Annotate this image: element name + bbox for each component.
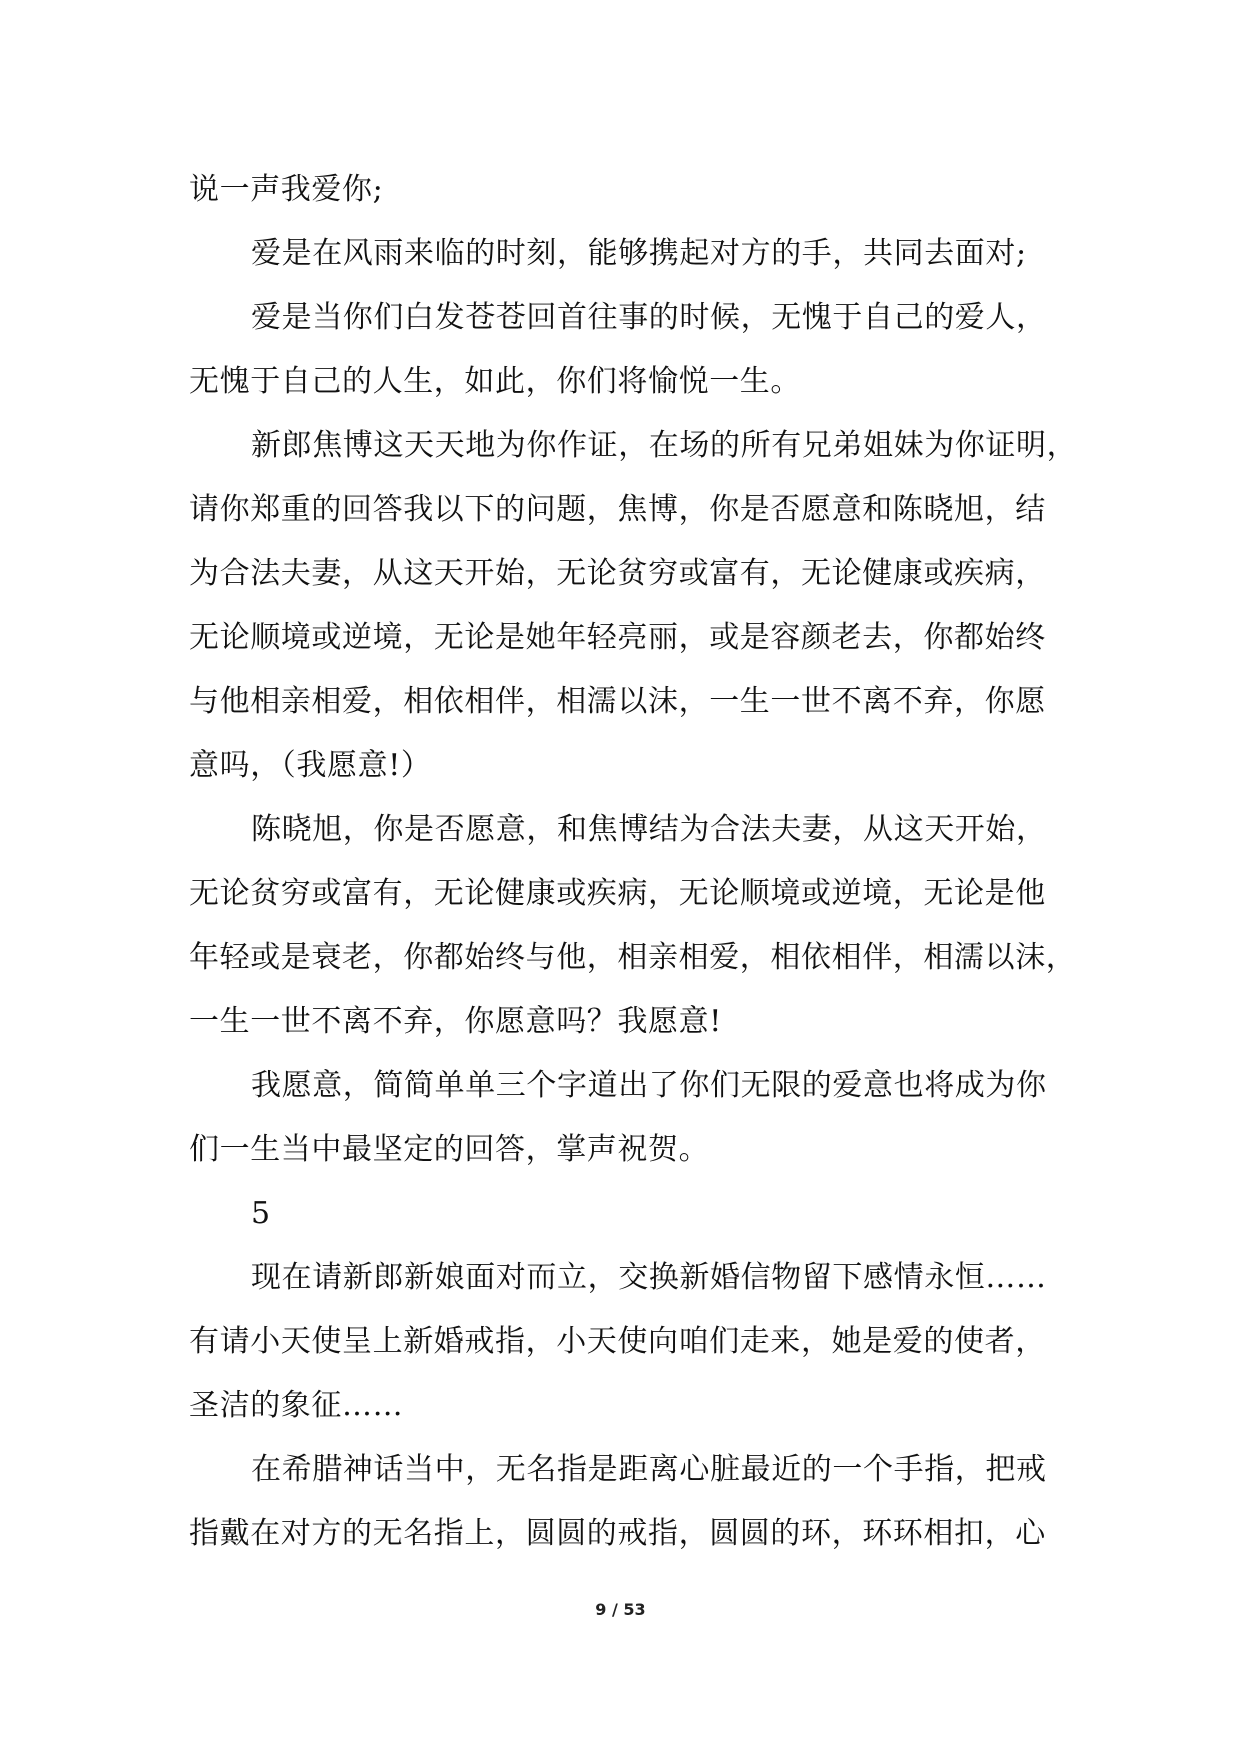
- text-line-20: 圣洁的象征……: [189, 1388, 404, 1423]
- text-line-1: 说一声我爱你;: [189, 172, 384, 207]
- text-line-10: 意吗，（我愿意!）: [189, 748, 432, 783]
- text-line-8: 无论顺境或逆境，无论是她年轻亮丽，或是容颜老去，你都始终: [189, 620, 1046, 655]
- text-line-21: 在希腊神话当中，无名指是距离心脏最近的一个手指，把戒: [251, 1452, 1047, 1487]
- text-line-3: 爱是当你们白发苍苍回首往事的时候，无愧于自己的爱人，: [251, 300, 1047, 335]
- text-line-5: 新郎焦博这天天地为你作证，在场的所有兄弟姐妹为你证明，: [251, 428, 1078, 463]
- text-line-12: 无论贫穷或富有，无论健康或疾病，无论顺境或逆境，无论是他: [189, 876, 1046, 911]
- text-line-11: 陈晓旭，你是否愿意，和焦博结为合法夫妻，从这天开始，: [251, 812, 1047, 847]
- text-line-2: 爱是在风雨来临的时刻，能够携起对方的手，共同去面对;: [251, 236, 1027, 271]
- text-line-18: 现在请新郎新娘面对而立，交换新婚信物留下感情永恒……: [251, 1260, 1047, 1295]
- text-line-15: 我愿意，简简单单三个字道出了你们无限的爱意也将成为你: [251, 1068, 1047, 1103]
- text-line-13: 年轻或是衰老，你都始终与他，相亲相爱，相依相伴，相濡以沫，: [189, 940, 1077, 975]
- body-text: [189, 158, 1078, 1566]
- text-line-6: 请你郑重的回答我以下的问题，焦博，你是否愿意和陈晓旭，结: [189, 492, 1046, 527]
- text-line-19: 有请小天使呈上新婚戒指，小天使向咱们走来，她是爱的使者，: [189, 1324, 1046, 1359]
- page-number: 9 / 53: [595, 1600, 646, 1619]
- text-line-4: 无愧于自己的人生，如此，你们将愉悦一生。: [189, 364, 801, 399]
- section-number: 5: [251, 1196, 271, 1231]
- text-line-9: 与他相亲相爱，相依相伴，相濡以沫，一生一世不离不弃，你愿: [189, 684, 1046, 719]
- text-line-16: 们一生当中最坚定的回答，掌声祝贺。: [189, 1132, 710, 1167]
- text-line-22: 指戴在对方的无名指上，圆圆的戒指，圆圆的环，环环相扣，心: [189, 1516, 1046, 1551]
- text-line-7: 为合法夫妻，从这天开始，无论贫穷或富有，无论健康或疾病，: [189, 556, 1046, 591]
- text-line-14: 一生一世不离不弃，你愿意吗？我愿意!: [189, 1004, 722, 1039]
